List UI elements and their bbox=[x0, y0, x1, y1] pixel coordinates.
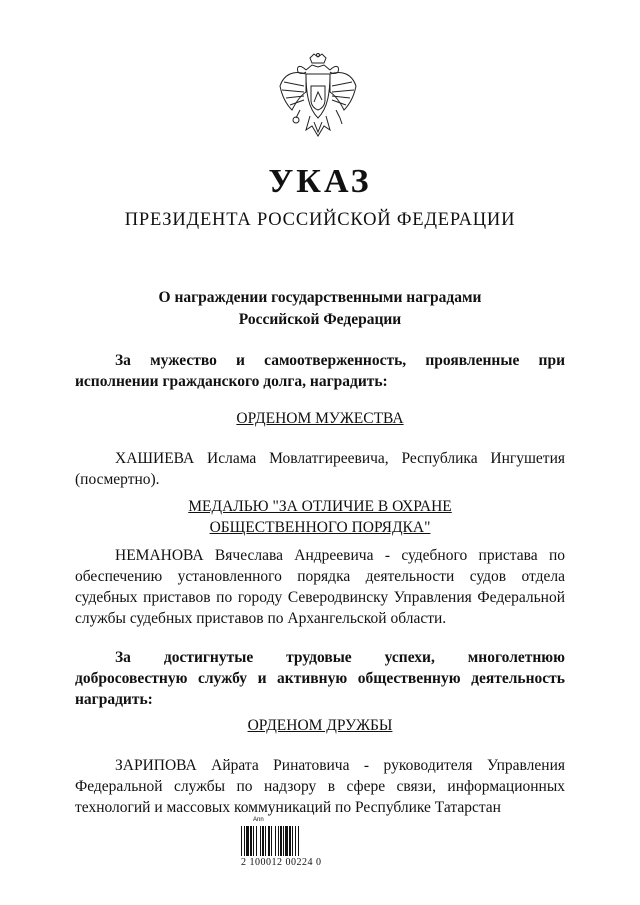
barcode-bar bbox=[250, 826, 252, 856]
award-order-of-friendship bbox=[0, 715, 640, 736]
award2-line2: ОБЩЕСТВЕННОГО ПОРЯДКА" bbox=[209, 519, 431, 536]
barcode-bar bbox=[280, 826, 282, 856]
barcode-bar bbox=[278, 826, 279, 856]
barcode-bar bbox=[268, 826, 270, 856]
barcode-bar bbox=[265, 826, 266, 856]
barcode-bar bbox=[285, 826, 288, 856]
barcode-bar bbox=[244, 826, 245, 856]
recipient3-text: ЗАРИПОВА Айрата Ринатовича - руководителя Управления Федеральной службы по надзору в сфере связи, информационных технологий и массовых коммуникаций по Республике Татарстан bbox=[75, 757, 565, 816]
award-medal-public-order bbox=[0, 496, 640, 538]
barcode-bar bbox=[292, 826, 293, 856]
barcode-number: 2 100012 00224 0 bbox=[241, 857, 322, 868]
barcode-bar bbox=[246, 826, 249, 856]
section1-intro: За мужество и самоотверженность, проявленные при исполнении гражданского долга, наградить: bbox=[75, 352, 565, 390]
section2-intro: За достигнутые трудовые успехи, многолетнюю добросовестную службу и активную общественную деятельность наградить: bbox=[75, 649, 565, 708]
heading-line-2: Российской Федерации bbox=[238, 311, 402, 328]
barcode-bar bbox=[256, 826, 257, 856]
decree-subtitle: ПРЕЗИДЕНТА РОССИЙСКОЙ ФЕДЕРАЦИИ bbox=[124, 210, 516, 230]
recipient1-text: ХАШИЕВА Ислама Мовлатгиреевича, Республика Ингушетия (посмертно). bbox=[75, 450, 565, 488]
award-order-of-courage bbox=[0, 408, 640, 429]
barcode-bar bbox=[289, 826, 291, 856]
coat-of-arms-icon bbox=[276, 52, 360, 142]
barcode-bar bbox=[275, 826, 276, 856]
barcode-bar bbox=[298, 826, 299, 856]
award2-line1: МЕДАЛЬЮ "ЗА ОТЛИЧИЕ В ОХРАНЕ bbox=[188, 498, 452, 515]
award1-label: ОРДЕНОМ МУЖЕСТВА bbox=[236, 410, 404, 427]
barcode-bar bbox=[260, 826, 261, 856]
recipient2-text: НЕМАНОВА Вячеслава Андреевича - судебного пристава по обеспечению установленного порядка деятельности судов отдела судебных приставов по городу Северодвинску Управления Федеральной службы судебных приставов по Архангельской области. bbox=[75, 547, 565, 627]
barcode-bar bbox=[271, 826, 272, 856]
decree-title: УКАЗ bbox=[268, 163, 372, 200]
barcode-marker: Ann bbox=[253, 817, 264, 823]
barcode-bar bbox=[283, 826, 284, 856]
barcode-bar bbox=[253, 826, 254, 856]
decree-heading bbox=[0, 287, 640, 331]
barcode-bar bbox=[241, 826, 242, 856]
barcode-bar bbox=[262, 826, 264, 856]
award3-label: ОРДЕНОМ ДРУЖБЫ bbox=[247, 717, 393, 734]
barcode-bar bbox=[295, 826, 296, 856]
heading-line-1: О награждении государственными наградами bbox=[158, 289, 482, 306]
